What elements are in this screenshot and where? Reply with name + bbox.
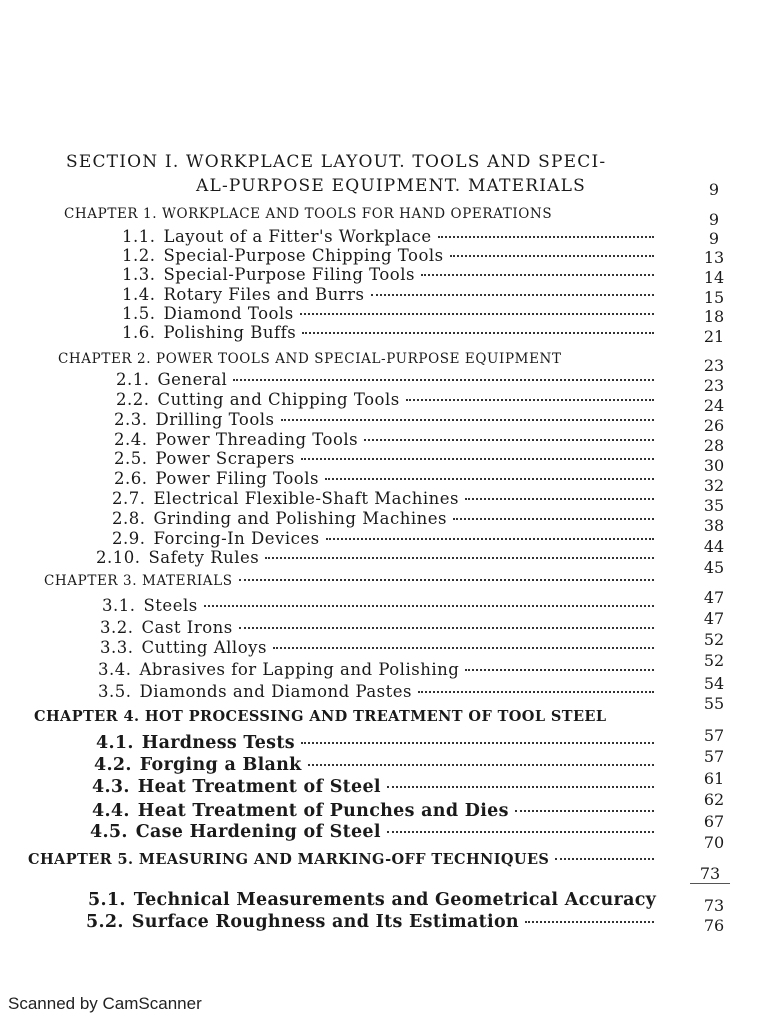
dot-leader <box>300 312 654 315</box>
toc-entry <box>122 304 660 324</box>
toc-entry <box>116 370 660 390</box>
entry-page-number: 24 <box>703 396 725 415</box>
dot-leader <box>453 517 654 520</box>
chapter-page-number: 47 <box>703 588 725 607</box>
entry-title: Cutting and Chipping Tools <box>157 390 400 409</box>
entry-page-number: 21 <box>703 327 725 346</box>
dot-leader <box>233 378 654 381</box>
entry-page-number: 15 <box>703 288 725 307</box>
toc-entry <box>98 660 660 680</box>
dot-leader <box>555 857 654 860</box>
toc-entry <box>90 822 660 842</box>
entry-number: 4.4. <box>92 801 130 821</box>
entry-page-number: 9 <box>708 229 720 248</box>
entry-page-number: 52 <box>703 630 725 649</box>
entry-number: 2.4. <box>114 430 148 449</box>
entry-title: Abrasives for Lapping and Polishing <box>139 660 460 679</box>
entry-page-number: 52 <box>703 651 725 670</box>
entry-number: 2.2. <box>116 390 150 409</box>
entry-page-number: 18 <box>703 307 725 326</box>
entry-page-number: 13 <box>703 248 725 267</box>
entry-number: 2.10. <box>96 548 141 567</box>
entry-page-number: 76 <box>703 916 725 935</box>
toc-entry <box>96 548 660 568</box>
toc-entry <box>114 469 660 489</box>
chapter-title: CHAPTER 5. MEASURING AND MARKING-OFF TECHNIQUES <box>28 851 550 868</box>
entry-title: Power Threading Tools <box>155 430 359 449</box>
entry-title: Power Filing Tools <box>155 469 319 488</box>
toc-entry <box>114 449 660 469</box>
dot-leader <box>273 646 654 649</box>
dot-leader <box>406 398 654 401</box>
entry-number: 4.5. <box>90 822 128 842</box>
chapter-page-number: 57 <box>703 726 725 745</box>
entry-page-number: 32 <box>703 476 725 495</box>
toc-entry <box>122 227 660 247</box>
entry-number: 2.9. <box>112 529 146 548</box>
dot-leader <box>387 830 654 833</box>
entry-number: 3.4. <box>98 660 132 679</box>
chapter-page-number: 9 <box>708 210 720 229</box>
chapter-title: CHAPTER 4. HOT PROCESSING AND TREATMENT OF TOOL STEEL <box>34 708 607 725</box>
entry-page-number: 47 <box>703 609 725 628</box>
entry-page-number: 57 <box>703 747 725 766</box>
entry-title: Steels <box>143 596 198 615</box>
entry-title: Electrical Flexible-Shaft Machines <box>153 489 459 508</box>
dot-leader <box>371 293 654 296</box>
entry-title: Grinding and Polishing Machines <box>153 509 447 528</box>
entry-number: 3.3. <box>100 638 134 657</box>
toc-entry <box>98 682 660 702</box>
entry-title: Heat Treatment of Steel <box>137 777 381 797</box>
toc-entry <box>102 596 660 616</box>
chapter-page-number: 23 <box>703 356 725 375</box>
entry-number: 5.2. <box>86 912 124 932</box>
chapter-title: CHAPTER 3. MATERIALS <box>44 573 233 589</box>
entry-title: Surface Roughness and Its Estimation <box>131 912 519 932</box>
dot-leader <box>326 537 654 540</box>
chapter-heading <box>58 351 659 371</box>
toc-entry <box>112 489 660 509</box>
chapter-title: CHAPTER 2. POWER TOOLS AND SPECIAL-PURPOSE EQUIPMENT <box>58 351 562 367</box>
chapter-heading <box>64 206 659 226</box>
dot-leader <box>465 497 654 500</box>
entry-number: 3.2. <box>100 618 134 637</box>
dot-leader <box>438 235 654 238</box>
entry-title: Polishing Buffs <box>163 323 297 342</box>
chapter-heading <box>28 851 660 871</box>
entry-title: Power Scrapers <box>155 449 295 468</box>
entry-title: Forcing-In Devices <box>153 529 320 548</box>
entry-page-number: 55 <box>703 694 725 713</box>
dot-leader <box>204 604 654 607</box>
toc-entry <box>122 323 660 343</box>
entry-title: Special-Purpose Filing Tools <box>163 265 415 284</box>
entry-number: 1.1. <box>122 227 156 246</box>
entry-number: 2.1. <box>116 370 150 389</box>
entry-title: Diamond Tools <box>163 304 294 323</box>
dot-leader <box>265 556 654 559</box>
entry-page-number: 44 <box>703 537 725 556</box>
entry-number: 1.3. <box>122 265 156 284</box>
chapter-page-number: 73 <box>690 864 730 884</box>
toc-entry <box>86 912 660 932</box>
entry-title: Rotary Files and Burrs <box>163 285 365 304</box>
chapter-heading <box>44 573 660 593</box>
toc-entry <box>114 410 660 430</box>
chapter-heading <box>34 708 660 728</box>
entry-number: 5.1. <box>88 890 126 910</box>
dot-leader <box>450 254 654 257</box>
toc-entry <box>114 430 660 450</box>
dot-leader <box>364 438 654 441</box>
entry-title: Cutting Alloys <box>141 638 267 657</box>
entry-number: 2.8. <box>112 509 146 528</box>
dot-leader <box>239 578 654 581</box>
entry-number: 2.5. <box>114 449 148 468</box>
entry-page-number: 62 <box>703 790 725 809</box>
entry-page-number: 30 <box>703 456 725 475</box>
entry-number: 4.1. <box>96 733 134 753</box>
dot-leader <box>301 457 654 460</box>
toc-entry <box>112 509 660 529</box>
entry-page-number: 28 <box>703 436 725 455</box>
toc-entry <box>96 733 660 753</box>
section-title-line2: AL-PURPOSE EQUIPMENT. MATERIALS <box>196 176 587 196</box>
toc-entry <box>122 265 660 285</box>
toc-entry <box>122 285 660 305</box>
entry-number: 4.3. <box>92 777 130 797</box>
toc-entry <box>92 777 660 797</box>
dot-leader <box>465 668 654 671</box>
entry-title: Layout of a Fitter's Workplace <box>163 227 432 246</box>
entry-number: 4.2. <box>94 755 132 775</box>
dot-leader <box>421 273 654 276</box>
entry-page-number: 73 <box>703 896 725 915</box>
entry-number: 3.5. <box>98 682 132 701</box>
entry-page-number: 23 <box>703 376 725 395</box>
toc-entry <box>100 638 660 658</box>
dot-leader <box>308 763 654 766</box>
entry-title: Case Hardening of Steel <box>135 822 381 842</box>
entry-number: 2.3. <box>114 410 148 429</box>
entry-title: Technical Measurements and Geometrical Accuracy <box>133 890 657 910</box>
entry-title: Heat Treatment of Punches and Dies <box>137 801 509 821</box>
entry-number: 3.1. <box>102 596 136 615</box>
entry-number: 1.6. <box>122 323 156 342</box>
toc-entry <box>94 755 660 775</box>
entry-number: 1.4. <box>122 285 156 304</box>
entry-number: 1.2. <box>122 246 156 265</box>
dot-leader <box>387 785 654 788</box>
entry-page-number: 70 <box>703 833 725 852</box>
entry-page-number: 61 <box>703 769 725 788</box>
toc-entry <box>122 246 660 266</box>
dot-leader <box>281 418 655 421</box>
entry-page-number: 67 <box>703 812 725 831</box>
entry-title: Safety Rules <box>148 548 260 567</box>
entry-page-number: 35 <box>703 496 725 515</box>
dot-leader <box>515 809 654 812</box>
dot-leader <box>239 626 654 629</box>
entry-title: Diamonds and Diamond Pastes <box>139 682 412 701</box>
dot-leader <box>525 920 654 923</box>
dot-leader <box>302 331 654 334</box>
entry-title: Cast Irons <box>141 618 233 637</box>
toc-entry <box>92 801 660 821</box>
entry-page-number: 38 <box>703 516 725 535</box>
toc-entry <box>88 890 660 910</box>
dot-leader <box>325 477 654 480</box>
entry-number: 1.5. <box>122 304 156 323</box>
entry-page-number: 26 <box>703 416 725 435</box>
entry-title: Drilling Tools <box>155 410 275 429</box>
toc-entry <box>100 618 660 638</box>
entry-number: 2.6. <box>114 469 148 488</box>
chapter-title: CHAPTER 1. WORKPLACE AND TOOLS FOR HAND OPERATIONS <box>64 206 553 222</box>
entry-title: Special-Purpose Chipping Tools <box>163 246 444 265</box>
entry-number: 2.7. <box>112 489 146 508</box>
section-page-number: 9 <box>708 180 720 199</box>
dot-leader <box>301 741 654 744</box>
entry-page-number: 54 <box>703 674 725 693</box>
toc-entry <box>112 529 660 549</box>
entry-page-number: 14 <box>703 268 725 287</box>
entry-title: Forging a Blank <box>139 755 302 775</box>
entry-title: General <box>157 370 228 389</box>
toc-entry <box>116 390 660 410</box>
scanner-watermark: Scanned by CamScanner <box>8 994 202 1013</box>
entry-title: Hardness Tests <box>141 733 295 753</box>
section-title-line1: SECTION I. WORKPLACE LAYOUT. TOOLS AND SPECI- <box>66 152 607 172</box>
dot-leader <box>418 690 654 693</box>
entry-page-number: 45 <box>703 558 725 577</box>
